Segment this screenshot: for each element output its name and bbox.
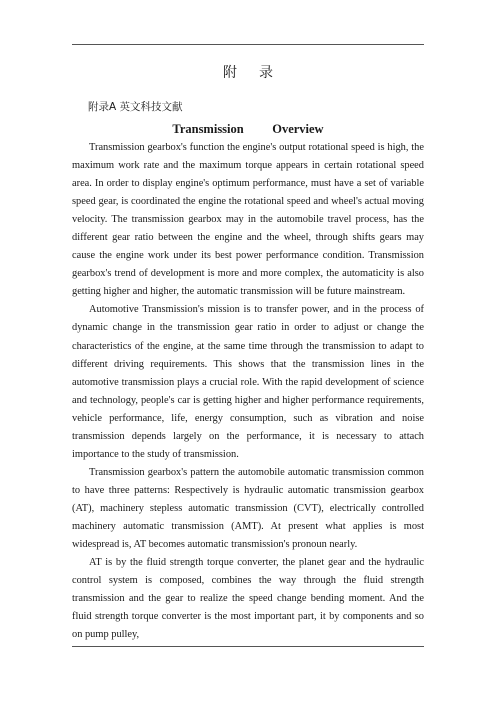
paragraph-1: Transmission gearbox's function the engine's output rotational speed is high, the maximum work rate and the maximum torque appears in certain rotational speed area. In order to display engine's optimum performance, must have a set of variable speed gear, is coordinated the engine the rotational speed and wheel's actual moving velocity. The transmission gearbox may in the automobile travel process, has the different gear ratio between the engine and the wheel, through shifts gears may cause the engine work under its best power performance condition. Transmission gearbox's trend of development is more and more complex, the automaticity is also getting higher and higher, the automatic transmission will be future mainstream.: [72, 142, 424, 298]
footer-rule: [72, 646, 424, 647]
paragraph-2: Automotive Transmission's mission is to transfer power, and in the process of dynamic change in the transmission gear ratio in order to adjust or change the characteristics of the engine, at the same time through the transmission to adapt to different driving requirements. This shows that the transmission lines in the automotive transmission plays a crucial role. With the rapid development of science and technology, people's car is getting higher and higher performance requirements, vehicle performance, life, energy consumption, such as vibration and noise transmission depends largely on the performance, it is necessary to attach importance to the study of transmission.: [72, 304, 424, 460]
article-body: [72, 139, 424, 644]
appendix-title: 附录: [223, 65, 295, 81]
paragraph-3: Transmission gearbox's pattern the automobile automatic transmission common to have three patterns: Respectively is hydraulic automatic transmission gearbox (AT), machinery stepless automatic transmission (CVT), electrically controlled machinery automatic transmission (AMT). At present what applies is most widespread is, AT becomes automatic transmission's pronoun nearly.: [72, 466, 424, 551]
header-rule: [72, 44, 424, 45]
paragraph-4: AT is by the fluid strength torque converter, the planet gear and the hydraulic control system is composed, combines the way through the fluid strength transmission and the gear to realize the speed change bending moment. And the fluid strength torque converter is the most important part, it by components and so on pump pulley,: [72, 557, 424, 641]
appendix-subtitle: 附录A 英文科技文献: [88, 101, 183, 113]
article-title: Transmission Overview: [172, 122, 324, 136]
